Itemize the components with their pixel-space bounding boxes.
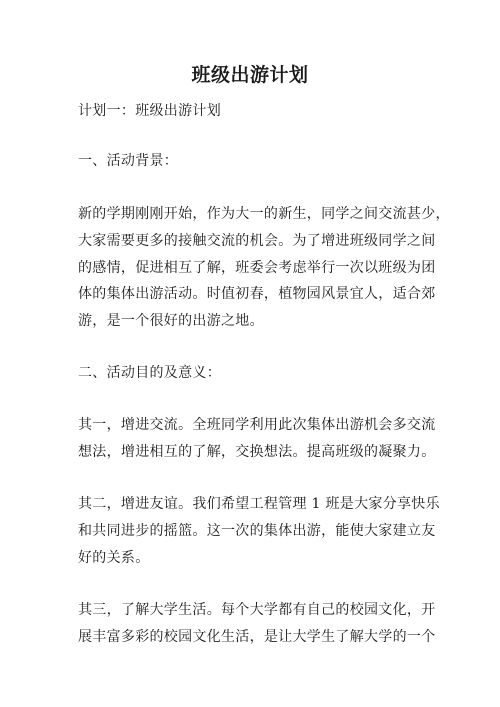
paragraph-line: 展丰富多彩的校园文化生活，是让大学生了解大学的一个 (78, 629, 436, 645)
paragraph-line: 想法，增进相互的了解，交换想法。提高班级的凝聚力。 (78, 444, 436, 460)
paragraph-line: 新的学期刚刚开始，作为大一的新生，同学之间交流甚少， (78, 206, 450, 222)
paragraph-line: 大家需要更多的接触交流的机会。为了增进班级同学之间 (78, 233, 436, 249)
paragraph-line: 好的关系。 (78, 550, 150, 566)
plan-subtitle: 计划一：班级出游计划 (78, 103, 221, 119)
paragraph-line: 其一，增进交流。全班同学利用此次集体出游机会多交流 (78, 417, 436, 433)
paragraph-line: 其二，增进友谊。我们希望工程管理 1 班是大家分享快乐 (78, 496, 440, 512)
paragraph-line: 的感情，促进相互了解，班委会考虑举行一次以班级为团 (78, 260, 436, 276)
paragraph-line: 游，是一个很好的出游之地。 (78, 313, 264, 329)
section-heading-purpose: 二、活动目的及意义： (78, 365, 221, 381)
paragraph-line: 和共同进步的摇篮。这一次的集体出游，能使大家建立友 (78, 523, 436, 539)
section-heading-background: 一、活动背景： (78, 153, 179, 169)
document-title: 班级出游计划 (191, 64, 309, 86)
paragraph-line: 其三，了解大学生活。每个大学都有自己的校园文化，开 (78, 602, 436, 618)
paragraph-line: 体的集体出游活动。时值初春，植物园风景宜人，适合郊 (78, 286, 436, 302)
